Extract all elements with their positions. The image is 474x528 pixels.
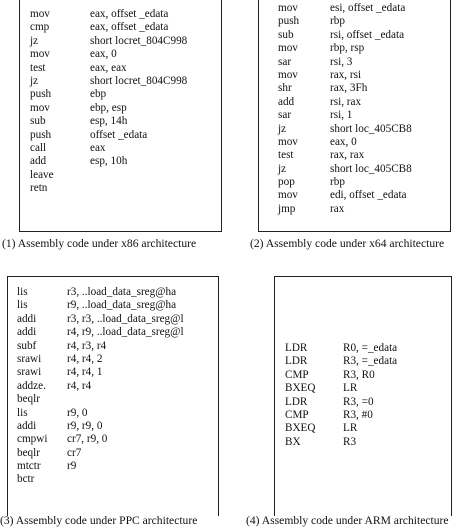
arm-caption: (4) Assembly code under ARM architecture xyxy=(246,514,449,527)
code-line xyxy=(285,396,397,409)
instruction-operands: rbp, rsp xyxy=(330,42,365,55)
instruction-mnemonic: mov xyxy=(278,189,298,202)
instruction-mnemonic: add xyxy=(30,155,47,168)
code-line xyxy=(17,313,184,326)
instruction-operands: offset _edata xyxy=(90,128,148,141)
code-line xyxy=(285,409,397,422)
instruction-mnemonic: mov xyxy=(30,48,50,61)
instruction-mnemonic: bctr xyxy=(17,473,35,486)
code-line xyxy=(278,189,412,202)
instruction-mnemonic: mtctr xyxy=(17,460,41,473)
code-line xyxy=(30,182,187,195)
instruction-operands: r9, ..load_data_sreg@ha xyxy=(67,299,177,312)
code-line xyxy=(17,393,184,406)
instruction-operands: r9 xyxy=(67,460,77,473)
instruction-operands: esp, 10h xyxy=(90,155,128,168)
instruction-mnemonic: lis xyxy=(17,406,28,419)
instruction-operands: short locret_804C998 xyxy=(90,34,188,47)
code-line xyxy=(30,142,187,155)
code-line xyxy=(30,115,187,128)
code-line xyxy=(285,422,397,435)
instruction-mnemonic: retn xyxy=(30,182,48,195)
x64-code-listing xyxy=(278,2,412,216)
ppc-code-listing xyxy=(17,286,184,487)
instruction-mnemonic: test xyxy=(30,61,46,74)
code-line xyxy=(278,149,412,162)
code-line xyxy=(17,407,184,420)
instruction-operands: edi, offset _edata xyxy=(330,189,407,202)
code-line xyxy=(17,473,184,486)
instruction-operands: rsi, 1 xyxy=(330,109,353,122)
instruction-operands: short loc_405CB8 xyxy=(330,122,412,135)
instruction-operands: R0, =_edata xyxy=(343,342,398,354)
code-line xyxy=(278,136,412,149)
code-line xyxy=(278,123,412,136)
instruction-mnemonic: mov xyxy=(30,101,50,114)
instruction-operands: r4, r4, 1 xyxy=(67,366,103,379)
instruction-operands: rsi, 3 xyxy=(330,55,353,68)
instruction-operands: r4, r4 xyxy=(67,379,92,392)
instruction-operands: R3 xyxy=(343,435,357,448)
code-line xyxy=(17,299,184,312)
instruction-mnemonic: addi xyxy=(17,326,37,339)
instruction-mnemonic: mov xyxy=(30,8,50,20)
instruction-operands: eax xyxy=(90,141,106,154)
instruction-operands: rsi, offset _edata xyxy=(330,28,405,41)
code-line xyxy=(17,380,184,393)
code-line xyxy=(30,129,187,142)
code-line xyxy=(17,366,184,379)
code-line xyxy=(278,176,412,189)
instruction-mnemonic: beqlr xyxy=(17,446,40,459)
instruction-mnemonic: addze. xyxy=(17,379,46,392)
instruction-mnemonic: LDR xyxy=(285,355,308,368)
instruction-mnemonic: push xyxy=(30,88,52,101)
code-line xyxy=(17,433,184,446)
instruction-mnemonic: jz xyxy=(30,34,39,47)
instruction-mnemonic: BXEQ xyxy=(285,422,316,435)
instruction-mnemonic: leave xyxy=(30,168,54,181)
instruction-mnemonic: test xyxy=(278,149,294,162)
code-line xyxy=(278,109,412,122)
code-line xyxy=(17,420,184,433)
instruction-mnemonic: LDR xyxy=(285,395,308,408)
instruction-mnemonic: CMP xyxy=(285,368,309,381)
instruction-operands: rax xyxy=(330,202,345,215)
instruction-mnemonic: shr xyxy=(278,82,292,95)
code-line xyxy=(285,369,397,382)
code-line xyxy=(30,169,187,182)
instruction-mnemonic: srawi xyxy=(17,366,42,379)
x86-caption: (1) Assembly code under x86 architecture xyxy=(2,237,197,250)
instruction-mnemonic: addi xyxy=(17,312,37,325)
code-line xyxy=(30,88,187,101)
instruction-operands: r4, r3, r4 xyxy=(67,339,107,352)
instruction-operands: ebp, esp xyxy=(90,101,127,114)
instruction-operands: rax, rsi xyxy=(330,68,362,81)
code-line xyxy=(17,460,184,473)
instruction-mnemonic: sar xyxy=(278,55,292,68)
instruction-operands: R3, =_edata xyxy=(343,355,398,368)
instruction-operands: esi, offset _edata xyxy=(330,2,406,14)
instruction-operands: short loc_405CB8 xyxy=(330,162,412,175)
instruction-operands: R3, R0 xyxy=(343,368,375,381)
instruction-mnemonic: cmp xyxy=(30,21,50,34)
instruction-mnemonic: jz xyxy=(30,74,39,87)
code-line xyxy=(278,15,412,28)
code-line xyxy=(30,48,187,61)
code-line xyxy=(285,342,397,355)
instruction-mnemonic: cmpwi xyxy=(17,433,48,446)
instruction-operands: rbp xyxy=(330,15,345,28)
instruction-operands: r3, ..load_data_sreg@ha xyxy=(67,286,177,298)
instruction-mnemonic: addi xyxy=(17,419,37,432)
code-line xyxy=(17,326,184,339)
instruction-operands: r4, r4, 2 xyxy=(67,352,103,365)
code-line xyxy=(30,155,187,168)
code-line xyxy=(30,75,187,88)
arm-code-listing xyxy=(285,342,397,449)
instruction-mnemonic: mov xyxy=(278,2,298,14)
instruction-operands: r9, 0 xyxy=(67,406,88,419)
code-line xyxy=(17,286,184,299)
code-line xyxy=(17,340,184,353)
instruction-operands: eax, eax xyxy=(90,61,127,74)
instruction-operands: rax, 3Fh xyxy=(330,82,368,95)
code-line xyxy=(285,382,397,395)
code-line xyxy=(278,203,412,216)
instruction-mnemonic: beqlr xyxy=(17,393,40,406)
instruction-operands: eax, 0 xyxy=(330,135,357,148)
instruction-mnemonic: BX xyxy=(285,435,301,448)
instruction-mnemonic: add xyxy=(278,95,295,108)
instruction-mnemonic: jmp xyxy=(278,202,296,215)
instruction-operands: R3, =0 xyxy=(343,395,374,408)
code-line xyxy=(278,82,412,95)
code-line xyxy=(278,2,412,15)
code-line xyxy=(30,62,187,75)
code-line xyxy=(17,447,184,460)
code-line xyxy=(278,42,412,55)
x64-caption: (2) Assembly code under x64 architecture xyxy=(250,237,445,250)
code-line xyxy=(30,35,187,48)
code-line xyxy=(285,355,397,368)
instruction-mnemonic: CMP xyxy=(285,408,309,421)
instruction-operands: rsi, rax xyxy=(330,95,362,108)
instruction-operands: ebp xyxy=(90,88,107,101)
code-line xyxy=(278,29,412,42)
instruction-operands: esp, 14h xyxy=(90,115,128,128)
instruction-operands: r4, r9, ..load_data_sreg@l xyxy=(67,326,184,339)
instruction-operands: eax, offset _edata xyxy=(90,21,169,34)
instruction-mnemonic: push xyxy=(278,15,300,28)
instruction-operands: rax, rax xyxy=(330,149,365,162)
instruction-mnemonic: lis xyxy=(17,286,28,298)
instruction-mnemonic: subf xyxy=(17,339,37,352)
instruction-mnemonic: mov xyxy=(278,68,298,81)
instruction-operands: R3, #0 xyxy=(343,408,373,421)
instruction-mnemonic: sub xyxy=(278,28,294,41)
instruction-mnemonic: sar xyxy=(278,109,292,122)
ppc-caption: (3) Assembly code under PPC architecture xyxy=(0,514,198,527)
instruction-mnemonic: BXEQ xyxy=(285,382,316,395)
instruction-mnemonic: jz xyxy=(278,122,287,135)
instruction-operands: LR xyxy=(343,422,358,435)
instruction-mnemonic: call xyxy=(30,141,47,154)
instruction-mnemonic: push xyxy=(30,128,52,141)
code-line xyxy=(17,353,184,366)
instruction-mnemonic: srawi xyxy=(17,352,42,365)
code-line xyxy=(278,96,412,109)
code-line xyxy=(285,436,397,449)
instruction-mnemonic: lis xyxy=(17,299,28,312)
code-line xyxy=(30,21,187,34)
instruction-mnemonic: jz xyxy=(278,162,287,175)
code-line xyxy=(30,102,187,115)
x86-code-listing xyxy=(30,8,187,195)
instruction-mnemonic: LDR xyxy=(285,342,308,354)
instruction-operands: cr7 xyxy=(67,446,82,459)
code-line xyxy=(278,163,412,176)
code-line xyxy=(278,56,412,69)
instruction-operands: r9, r9, 0 xyxy=(67,419,103,432)
instruction-mnemonic: sub xyxy=(30,115,46,128)
code-line xyxy=(30,8,187,21)
instruction-mnemonic: mov xyxy=(278,42,298,55)
instruction-operands: LR xyxy=(343,382,358,395)
instruction-operands: cr7, r9, 0 xyxy=(67,433,108,446)
instruction-operands: rbp xyxy=(330,176,345,189)
instruction-operands: r3, r3, ..load_data_sreg@l xyxy=(67,312,184,325)
instruction-mnemonic: mov xyxy=(278,135,298,148)
code-line xyxy=(278,69,412,82)
instruction-operands: short locret_804C998 xyxy=(90,74,188,87)
instruction-operands: eax, offset _edata xyxy=(90,8,169,20)
instruction-mnemonic: pop xyxy=(278,176,295,189)
instruction-operands: eax, 0 xyxy=(90,48,117,61)
